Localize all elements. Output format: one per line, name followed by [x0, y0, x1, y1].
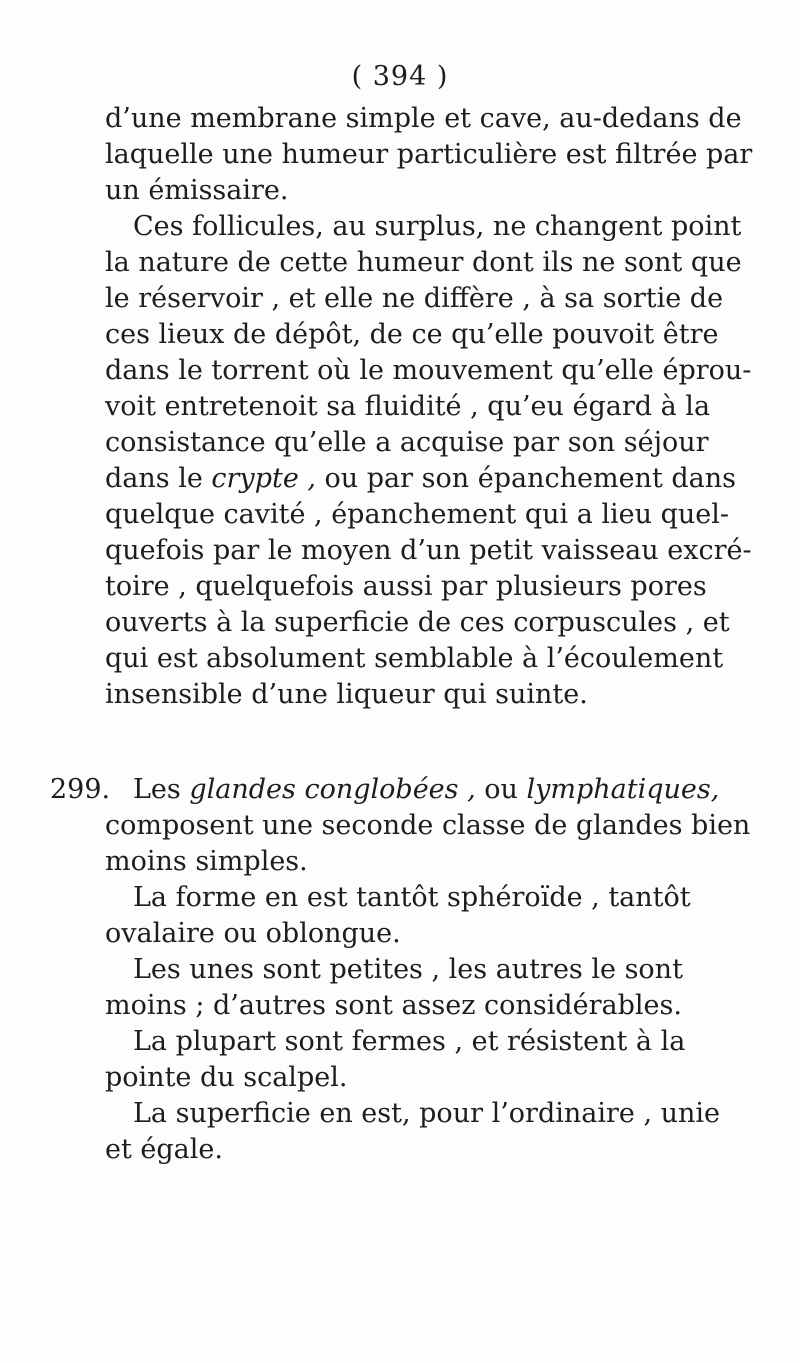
- text-line: La forme en est tantôt sphéroïde , tantôt: [133, 882, 691, 913]
- text-line: moins ; d’autres sont assez considérables.: [105, 990, 682, 1021]
- text-line: voit entretenoit sa fluidité , qu’eu égard à la: [105, 391, 711, 422]
- text-line: Ces follicules, au surplus, ne changent point: [133, 211, 742, 242]
- text-line: laquelle une humeur particulière est filtrée par: [105, 139, 753, 170]
- text-line: le réservoir , et elle ne diffère , à sa sortie de: [105, 283, 724, 314]
- italic-term: crypte ,: [211, 463, 316, 494]
- section-number: 299.: [50, 774, 111, 805]
- text-line: [105, 462, 736, 496]
- text-line: ouverts à la superficie de ces corpuscules , et: [105, 607, 730, 638]
- page-number-header: ( 394 ): [351, 61, 449, 92]
- text-line: dans le torrent où le mouvement qu’elle éprou-: [105, 355, 752, 386]
- text-run: ou par son épanchement dans: [315, 463, 736, 494]
- text-line: quelque cavité , épanchement qui a lieu quel-: [105, 499, 730, 530]
- text-line: ces lieux de dépôt, de ce qu’elle pouvoit être: [105, 319, 719, 350]
- text-line: La superficie en est, pour l’ordinaire , unie: [133, 1098, 721, 1129]
- text-line: la nature de cette humeur dont ils ne sont que: [105, 247, 742, 278]
- text-run: ou: [475, 774, 527, 805]
- text-line: et égale.: [105, 1134, 223, 1165]
- text-line: un émissaire.: [105, 175, 289, 206]
- text-line: moins simples.: [105, 846, 308, 877]
- text-line: qui est absolument semblable à l’écoulement: [105, 643, 724, 674]
- italic-term: lymphatiques,: [526, 774, 720, 805]
- text-line: Les unes sont petites , les autres le sont: [133, 954, 683, 985]
- text-line: insensible d’une liqueur qui suinte.: [105, 679, 588, 710]
- text-line: La plupart sont fermes , et résistent à la: [133, 1026, 686, 1057]
- text-line: pointe du scalpel.: [105, 1062, 348, 1093]
- text-line: ovalaire ou oblongue.: [105, 918, 401, 949]
- text-line: d’une membrane simple et cave, au-dedans de: [105, 103, 742, 134]
- text-run: dans le: [105, 463, 212, 494]
- italic-term: glandes conglobées ,: [189, 774, 476, 805]
- text-line: [133, 773, 719, 807]
- text-line: composent une seconde classe de glandes bien: [105, 810, 751, 841]
- text-line: toire , quelquefois aussi par plusieurs pores: [105, 571, 707, 602]
- text-run: Les: [133, 774, 190, 805]
- text-line: consistance qu’elle a acquise par son séjour: [105, 427, 709, 458]
- text-line: quefois par le moyen d’un petit vaisseau excré-: [105, 535, 752, 566]
